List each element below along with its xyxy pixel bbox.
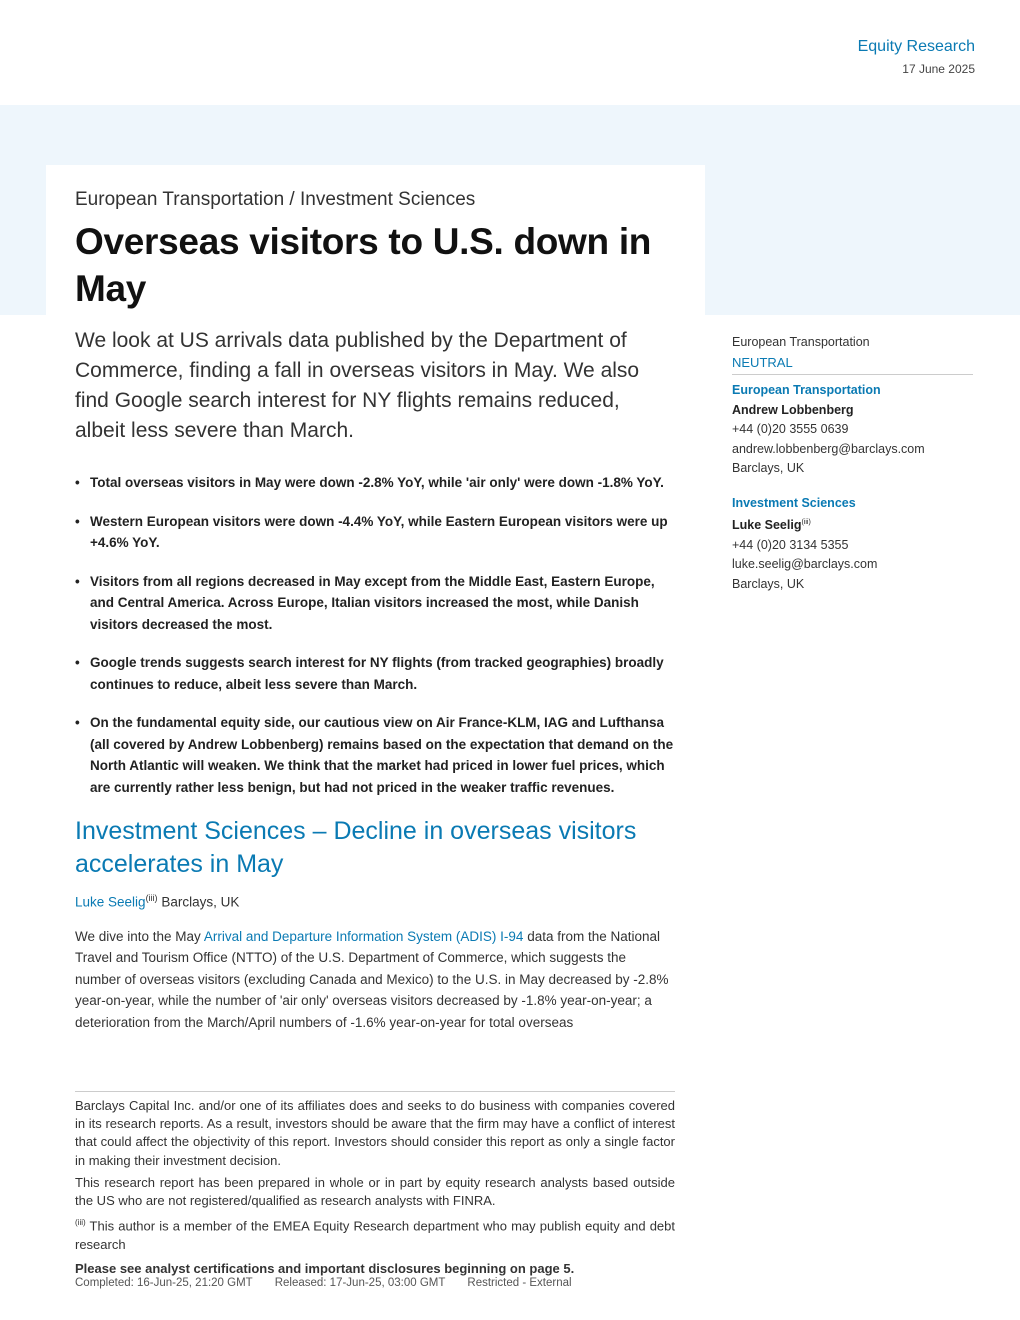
- sidebar-sector: European Transportation: [732, 335, 870, 349]
- bullet-marker: •: [75, 655, 80, 670]
- released-timestamp: Released: 17-Jun-25, 03:00 GMT: [274, 1277, 446, 1289]
- section-heading: Investment Sciences – Decline in overseas visitors accelerates in May: [75, 817, 637, 878]
- page-title: Overseas visitors to U.S. down in May: [75, 221, 652, 309]
- bullet-marker: •: [75, 573, 80, 589]
- analyst-phone: +44 (0)20 3555 0639: [732, 422, 849, 436]
- key-point-text: Google trends suggests search interest for NY flights (from tracked geographies) broadly continues to reduce, albeit less severe than March.: [90, 655, 664, 692]
- disclosure-conflict: Barclays Capital Inc. and/or one of its affiliates does and seeks to do business with companies covered in its research reports. As a result, investors should be aware that the firm may have a conflict of interest that could affect the objectivity of this report. Investors should consider this report as only a single factor in making their investment decision.: [75, 1098, 675, 1168]
- key-point: [75, 472, 675, 494]
- disclosure-author-text: This author is a member of the EMEA Equity Research department who may publish equity and debt research: [75, 1218, 675, 1252]
- completed-timestamp: Completed: 16-Jun-25, 21:20 GMT: [75, 1277, 253, 1289]
- sector-rating: NEUTRAL: [732, 353, 973, 376]
- key-point-text: Western European visitors were down -4.4% YoY, while Eastern European visitors were up +4.6% YoY.: [90, 513, 668, 550]
- analyst-card: [732, 381, 973, 479]
- byline: [75, 893, 675, 910]
- analyst-name-text: Luke Seelig: [732, 518, 802, 533]
- kicker: European Transportation / Investment Sciences: [75, 189, 476, 210]
- analyst-name: [732, 513, 973, 536]
- classification-label: Restricted - External: [467, 1277, 572, 1289]
- analyst-name-text: Andrew Lobbenberg: [732, 402, 854, 417]
- sidebar: [732, 333, 973, 594]
- byline-author-link[interactable]: Luke Seelig: [75, 894, 146, 910]
- analyst-marker: (iii): [801, 519, 811, 526]
- byline-location: Barclays, UK: [157, 894, 240, 910]
- analyst-email[interactable]: luke.seelig@barclays.com: [732, 557, 878, 572]
- bullet-marker: •: [75, 513, 80, 529]
- analyst-group: Investment Sciences: [732, 495, 856, 510]
- key-point-text: On the fundamental equity side, our cautious view on Air France-KLM, IAG and Lufthansa (all covered by Andrew Lobbenberg) remains based on the expectation that demand on the North Atlantic will weaken. We think that the market had priced in lower fuel prices, which are currently rather less benign, but had not priced in the weaker traffic revenues.: [90, 715, 674, 795]
- footer: [75, 1277, 594, 1289]
- report-date: 17 June 2025: [902, 62, 975, 76]
- key-point: [75, 511, 675, 554]
- byline-marker: (iii): [145, 893, 158, 903]
- report-header: [858, 38, 975, 76]
- key-point: [75, 712, 675, 798]
- analyst-email[interactable]: andrew.lobbenberg@barclays.com: [732, 441, 925, 456]
- bullet-marker: •: [75, 715, 80, 730]
- summary: We look at US arrivals data published by the Department of Commerce, finding a fall in overseas visitors in May. We also find Google search interest for NY flights remains reduced, albeit less severe than March.: [75, 329, 640, 442]
- analyst-name: [732, 401, 973, 421]
- analyst-location: Barclays, UK: [732, 576, 805, 591]
- body-paragraph: [75, 926, 675, 1034]
- analyst-group: European Transportation: [732, 383, 881, 397]
- report-section-label: Equity Research: [857, 38, 975, 55]
- key-point-text: Total overseas visitors in May were down -2.8% YoY, while 'air only' were down -1.8% YoY.: [90, 475, 664, 490]
- analyst-phone: +44 (0)20 3134 5355: [732, 537, 849, 552]
- disclosures: [75, 1091, 675, 1282]
- certifications-note: Please see analyst certifications and important disclosures beginning on page 5.: [75, 1260, 575, 1276]
- disclosure-finra: This research report has been prepared in whole or in part by equity research analysts based outside the US who are not registered/qualified as research analysts with FINRA.: [75, 1174, 675, 1209]
- disclosure-marker: (iii): [75, 1218, 86, 1228]
- disclosure-author-note: [75, 1214, 675, 1254]
- key-point: [75, 571, 675, 636]
- bullet-marker: •: [75, 475, 80, 490]
- body-suffix: data from the National Travel and Tourism Office (NTTO) of the U.S. Department of Commerce, which suggests the number of overseas visitors (excluding Canada and Mexico) to the U.S. in May decreased by -2.8% year-on-year, while the number of 'air only' overseas visitors decreased by -1.8% year-on-year; a deterioration from the March/April numbers of -1.6% year-on-year for total overseas: [75, 928, 669, 1030]
- key-point-text: Visitors from all regions decreased in May except from the Middle East, Eastern Europe, and Central America. Across Europe, Italian visitors increased the most, while Danish visitors decreased the most.: [90, 573, 655, 632]
- body-prefix: We dive into the May: [75, 928, 204, 944]
- key-points: [75, 472, 675, 798]
- analyst-location: Barclays, UK: [732, 461, 805, 475]
- main-column: [75, 188, 675, 1033]
- analyst-card: [732, 494, 973, 595]
- adis-link[interactable]: Arrival and Departure Information System (ADIS) I-94: [203, 928, 524, 944]
- key-point: [75, 652, 675, 695]
